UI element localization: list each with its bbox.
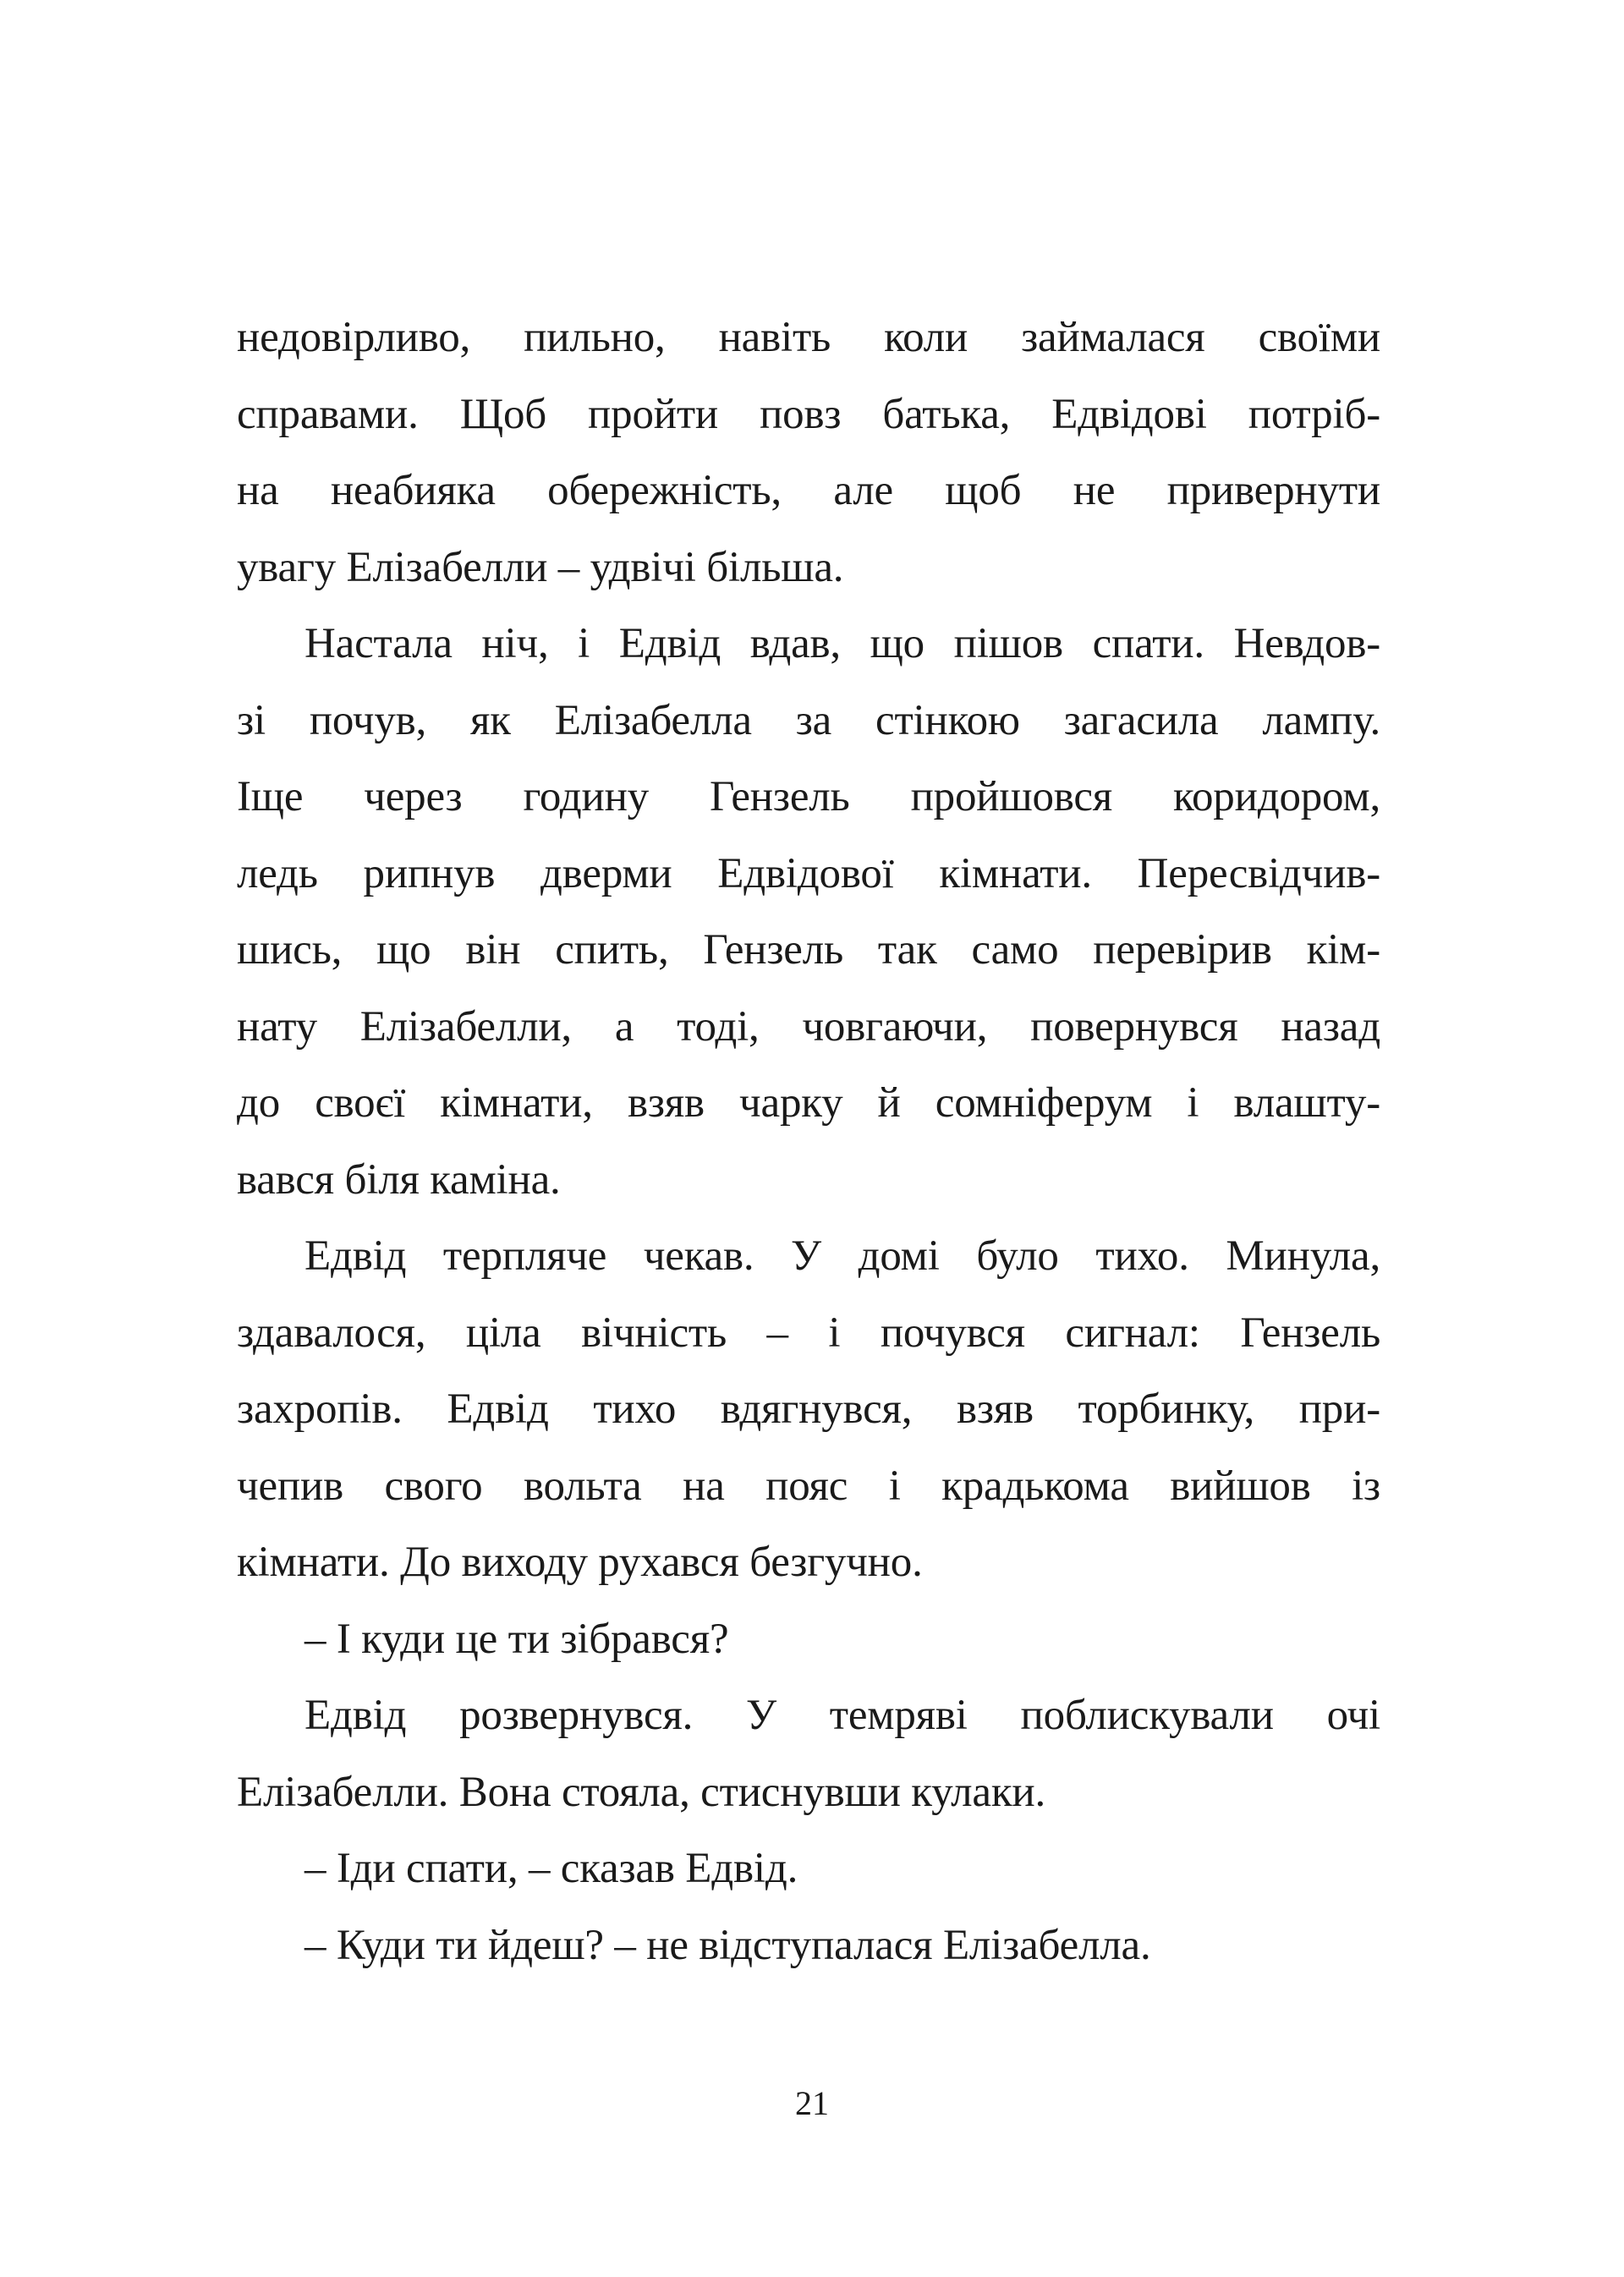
dialogue-line <box>237 1907 1380 1984</box>
paragraph <box>237 1677 1380 1830</box>
text-line: недовірливо, пильно, навіть коли займалася своїми <box>237 314 1380 361</box>
paragraph <box>237 606 1380 1218</box>
text-line: Настала ніч, і Едвід вдав, що пішов спати. Невдов- <box>304 620 1380 667</box>
text-line: нату Елізабелли, а тоді, човгаючи, повернувся назад <box>237 1002 1380 1051</box>
page-body-text <box>237 299 1380 1983</box>
paragraph <box>237 1218 1380 1601</box>
text-line: вався біля каміна. <box>237 1155 561 1204</box>
text-line: шись, що він спить, Гензель так само перевірив кім- <box>237 926 1380 974</box>
text-line: справами. Щоб пройти повз батька, Едвідові потріб- <box>237 390 1380 438</box>
text-line: – Іди спати, – сказав Едвід. <box>304 1845 798 1892</box>
dialogue-line <box>237 1601 1380 1678</box>
text-line: Едвід розвернувся. У темряві поблискували очі <box>304 1692 1380 1739</box>
page-number: 21 <box>795 2084 829 2122</box>
text-line: увагу Елізабелли – удвічі більша. <box>237 543 844 591</box>
text-line: захропів. Едвід тихо вдягнувся, взяв торбинку, при- <box>237 1385 1380 1433</box>
paragraph <box>237 299 1380 606</box>
text-line: – І куди це ти зібрався? <box>304 1615 729 1663</box>
text-line: кімнати. До виходу рухався безгучно. <box>237 1539 923 1586</box>
text-line: зі почув, як Елізабелла за стінкою загасила лампу. <box>237 696 1380 744</box>
text-line: Іще через годину Гензель пройшовся коридором, <box>237 773 1380 820</box>
dialogue-line <box>237 1830 1380 1907</box>
text-line: Едвід терпляче чекав. У домі було тихо. Минула, <box>304 1232 1380 1280</box>
text-line: ледь рипнув дверми Едвідової кімнати. Пересвідчив- <box>237 849 1380 897</box>
text-line: до своєї кімнати, взяв чарку й сомніферум і влашту- <box>237 1079 1380 1127</box>
text-line: – Куди ти йдеш? – не відступалася Елізабелла. <box>304 1921 1151 1969</box>
text-line: чепив свого вольта на пояс і крадькома вийшов із <box>237 1462 1380 1510</box>
text-line: Елізабелли. Вона стояла, стиснувши кулаки. <box>237 1768 1046 1816</box>
text-line: на неабияка обережність, але щоб не привернути <box>237 467 1380 514</box>
text-line: здавалося, ціла вічність – і почувся сигнал: Гензель <box>237 1309 1380 1357</box>
